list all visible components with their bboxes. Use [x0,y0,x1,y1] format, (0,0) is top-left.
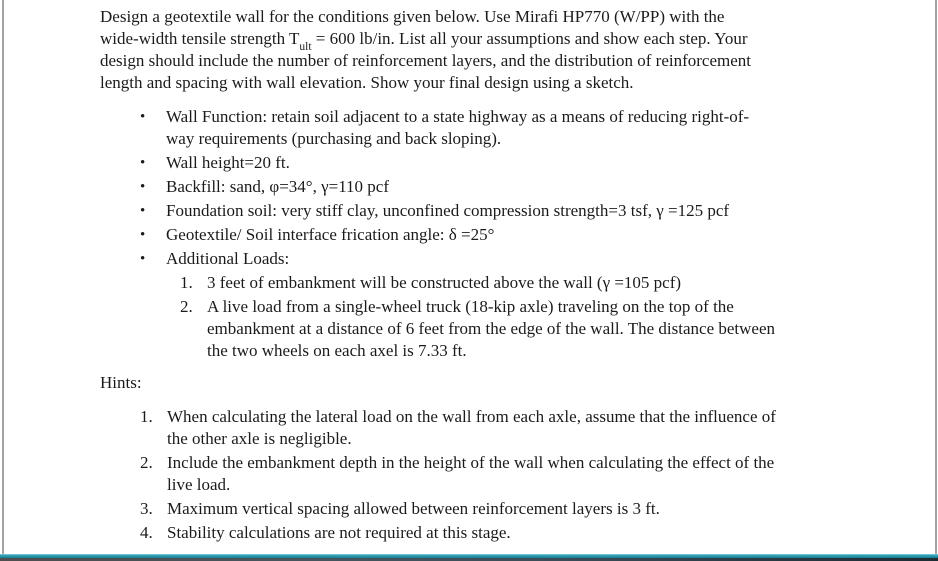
list-item-line: the two wheels on each axel is 7.33 ft. [207,341,467,360]
hint-line: Maximum vertical spacing allowed between reinforcement layers is 3 ft. [167,499,660,518]
hint-line: the other axle is negligible. [167,429,352,448]
hint-line: live load. [167,475,231,494]
page-right-border [935,0,937,555]
hint-line: Stability calculations are not required at this stage. [167,523,511,542]
hint-item-lateral-load [140,406,920,450]
additional-loads-list [100,272,920,362]
list-number: 2. [140,453,153,472]
tensile-strength-subscript: ult [299,41,312,54]
bullet-item-interface-angle [140,224,920,246]
hint-line: When calculating the lateral load on the wall from each axle, assume that the influence of [167,407,776,426]
hint-item-embankment-depth [140,452,920,496]
list-number: 1. [140,407,153,426]
list-item-text [207,296,775,362]
bullet-icon: • [140,227,146,243]
list-item-live-load [180,296,920,362]
bullet-icon: • [140,155,146,171]
bullet-text [166,224,494,246]
list-item-line: 3 feet of embankment will be constructed above the wall (γ =105 pcf) [207,273,682,292]
hint-text [167,522,511,544]
bullet-text-line: Additional Loads: [166,249,290,268]
hints-heading: Hints: [100,373,142,392]
intro-line2-pre: wide-width tensile strength T [100,29,300,48]
bullet-icon: • [140,251,146,267]
bullet-item-additional-loads [140,248,920,270]
bullet-text-line: Wall Function: retain soil adjacent to a state highway as a means of reducing right-of- [166,107,750,126]
page-left-border [2,0,4,555]
intro-line: Design a geotextile wall for the conditions given below. Use Mirafi HP770 (W/PP) with the [100,7,725,26]
list-item-embankment [180,272,920,294]
bullet-text [166,152,290,174]
intro-line2-post: = 600 lb/in. List all your assumptions and show each step. Your [311,29,748,48]
intro-line [100,28,920,54]
hint-item-stability [140,522,920,544]
hint-line: Include the embankment depth in the height of the wall when calculating the effect of the [167,453,775,472]
bullet-item-wall-height [140,152,920,174]
intro-line: length and spacing with wall elevation. Show your final design using a sketch. [100,73,634,92]
bullet-text-line: Wall height=20 ft. [166,153,290,172]
conditions-bullet-list [100,106,920,362]
bullet-text [166,200,729,222]
hint-text [167,452,774,496]
bullet-text-line: Foundation soil: very stiff clay, unconfined compression strength=3 tsf, γ =125 pcf [166,201,730,220]
list-number: 1. [180,273,193,292]
intro-paragraph [100,6,920,94]
bullet-text [166,106,749,150]
bullet-item-foundation-soil [140,200,920,222]
list-number: 3. [140,499,153,518]
hint-text [167,406,776,450]
list-number: 2. [180,297,193,316]
bullet-text-line: way requirements (purchasing and back sloping). [166,129,502,148]
bullet-icon: • [140,109,146,125]
intro-line: design should include the number of reinforcement layers, and the distribution of reinforcement [100,51,751,70]
hint-text [167,498,660,520]
bullet-text-line: Backfill: sand, φ=34°, γ=110 pcf [166,177,390,196]
bullet-icon: • [140,179,146,195]
bullet-text-line: Geotextile/ Soil interface frication angle: δ =25° [166,225,495,244]
bullet-item-backfill [140,176,920,198]
list-number: 4. [140,523,153,542]
document-content [100,6,920,546]
list-item-line: A live load from a single-wheel truck (18-kip axle) traveling on the top of the [207,297,734,316]
list-item-text [207,272,681,294]
hints-list [100,406,920,544]
bullet-item-wall-function [140,106,920,150]
hint-item-max-spacing [140,498,920,520]
bullet-text [166,176,389,198]
bullet-text [166,248,289,270]
bullet-icon: • [140,203,146,219]
list-item-line: embankment at a distance of 6 feet from the edge of the wall. The distance between [207,319,776,338]
